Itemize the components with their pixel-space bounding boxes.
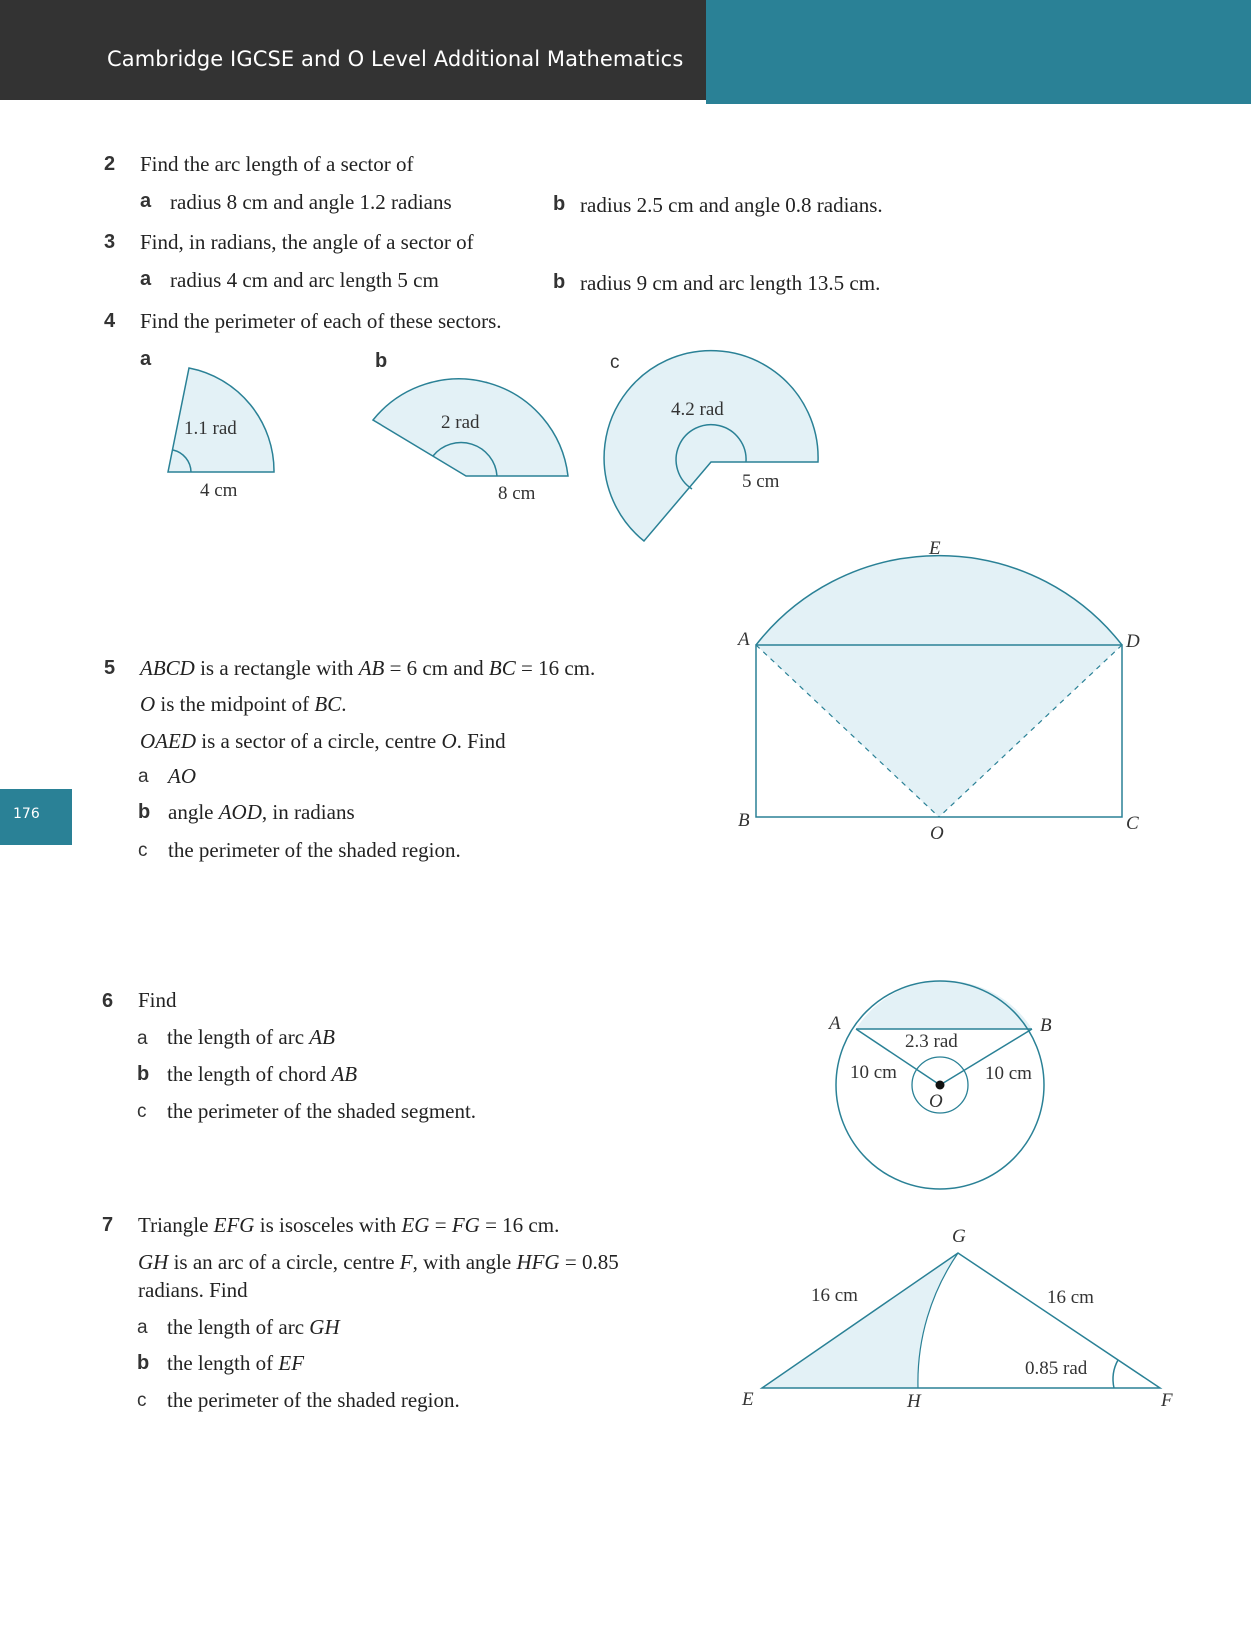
q7-a-text: the length of arc GH [167, 1315, 340, 1339]
q6-angle-label: 2.3 rad [905, 1031, 958, 1052]
q3-number: 3 [104, 231, 116, 253]
q7-label-H: H [907, 1391, 921, 1412]
q7-left-side-label: 16 cm [811, 1285, 858, 1306]
q5-label-A: A [738, 629, 750, 650]
q4a-angle-label: 1.1 rad [184, 418, 237, 439]
q6-label-B: B [1040, 1015, 1052, 1036]
q5-a-label: a [138, 766, 149, 787]
q6-c-label: c [137, 1101, 147, 1122]
q6-label-O: O [929, 1091, 943, 1112]
q5-label-D: D [1126, 631, 1140, 652]
q6-centre-dot [936, 1081, 945, 1090]
q7-label-G: G [952, 1226, 966, 1247]
q5-b-text: angle AOD, in radians [168, 800, 355, 824]
q5-line1: ABCD is a rectangle with AB = 6 cm and BC = 16 cm. [140, 656, 596, 680]
q4-b-label: b [375, 350, 388, 372]
q2-a-label: a [140, 190, 152, 212]
q5-c-label: c [138, 840, 148, 861]
q4c-angle-label: 4.2 rad [671, 399, 724, 420]
q3-a-text: radius 4 cm and arc length 5 cm [170, 268, 439, 292]
q3-b-text: radius 9 cm and arc length 13.5 cm. [580, 271, 881, 295]
q2-b-text: radius 2.5 cm and angle 0.8 radians. [580, 193, 883, 217]
q2-a-text: radius 8 cm and angle 1.2 radians [170, 190, 452, 214]
book-title: Cambridge IGCSE and O Level Additional Mathematics [107, 47, 684, 71]
q7-label-F: F [1161, 1390, 1173, 1411]
q7-b-text: the length of EF [167, 1351, 305, 1375]
page-number: 176 [13, 806, 40, 822]
q3-stem: Find, in radians, the angle of a sector of [140, 230, 474, 254]
q5-b-label: b [138, 801, 151, 823]
q6-stem: Find [138, 988, 177, 1012]
q4-stem: Find the perimeter of each of these sectors. [140, 309, 502, 333]
q7-line3: radians. Find [138, 1278, 248, 1302]
q2-b-label: b [553, 193, 566, 215]
q4c-sector [604, 351, 818, 541]
q6-a-text: the length of arc AB [167, 1025, 335, 1049]
q5-c-text: the perimeter of the shaded region. [168, 838, 461, 862]
q7-angle-label: 0.85 rad [1025, 1358, 1088, 1379]
q2-stem: Find the arc length of a sector of [140, 152, 414, 176]
q3-b-label: b [553, 271, 566, 293]
q6-b-text: the length of chord AB [167, 1062, 358, 1086]
q5-a-text: AO [168, 764, 196, 788]
q5-line3: OAED is a sector of a circle, centre O. Find [140, 729, 506, 753]
q6-number: 6 [102, 990, 114, 1012]
q5-label-C: C [1126, 813, 1139, 834]
q4-number: 4 [104, 310, 116, 332]
q7-number: 7 [102, 1214, 114, 1236]
q5-line2: O is the midpoint of BC. [140, 692, 347, 716]
q7-c-label: c [137, 1390, 147, 1411]
q4b-angle-label: 2 rad [441, 412, 480, 433]
q7-label-E: E [742, 1389, 754, 1410]
q5-label-O: O [930, 823, 944, 844]
q4c-radius-label: 5 cm [742, 471, 780, 492]
q5-label-E: E [929, 538, 941, 559]
q7-c-text: the perimeter of the shaded region. [167, 1388, 460, 1412]
q7-b-label: b [137, 1352, 150, 1374]
q4a-radius-label: 4 cm [200, 480, 238, 501]
q7-angle-arc [1113, 1360, 1118, 1388]
q6-label-A: A [829, 1013, 841, 1034]
q6-b-label: b [137, 1063, 150, 1085]
q3-a-label: a [140, 268, 152, 290]
q6-c-text: the perimeter of the shaded segment. [167, 1099, 477, 1123]
q5-number: 5 [104, 657, 116, 679]
q7-line2: GH is an arc of a circle, centre F, with angle HFG = 0.85 [138, 1250, 619, 1274]
q2-number: 2 [104, 153, 116, 175]
q6-left-radius-label: 10 cm [850, 1062, 897, 1083]
q7-a-label: a [137, 1317, 148, 1338]
q6-right-radius-label: 10 cm [985, 1063, 1032, 1084]
q5-label-B: B [738, 810, 750, 831]
q7-line1: Triangle EFG is isosceles with EG = FG = 16 cm. [138, 1213, 560, 1237]
q4-c-label: c [610, 352, 620, 373]
q7-right-side-label: 16 cm [1047, 1287, 1094, 1308]
q4b-radius-label: 8 cm [498, 483, 536, 504]
q4-a-label: a [140, 348, 152, 370]
q6-a-label: a [137, 1028, 148, 1049]
